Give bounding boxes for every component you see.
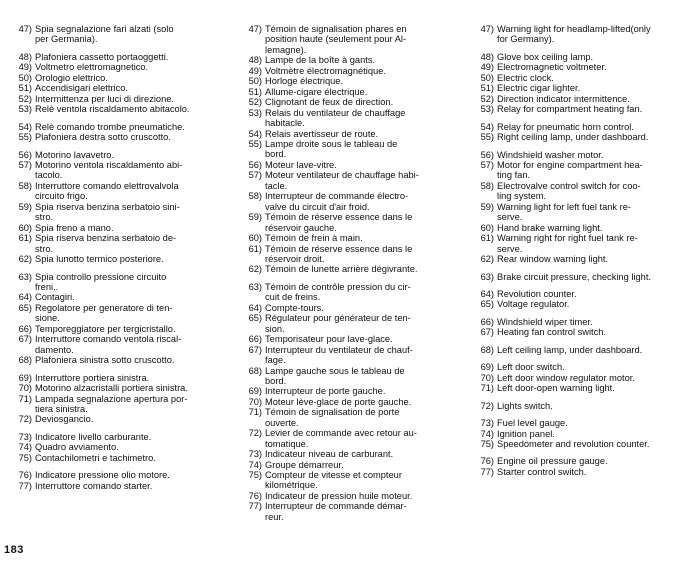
legend-entry (10, 292, 236, 302)
entry-description: Orologio elettrico. (35, 72, 108, 83)
entry-description: Spia riserva benzina serbatoio de- stro. (35, 233, 177, 254)
entry-description: Contachilometri e tachimetro. (35, 452, 156, 463)
legend-entry (472, 317, 690, 327)
entry-number: 63) (248, 281, 262, 292)
entry-number: 65) (18, 302, 32, 313)
legend-entry (240, 264, 468, 274)
entry-description: Témoin de contrôle pression du cir- cuit de freins. (265, 281, 411, 303)
entry-number: 63) (480, 271, 494, 282)
entry-description: Ignition panel. (497, 428, 555, 439)
entry-description: Relay for pneumatic horn control. (497, 121, 634, 132)
entry-description: Groupe démarreur. (265, 459, 344, 470)
entry-description: Heating fan control switch. (497, 327, 607, 338)
entry-description: Motorino alzacristalli portiera sinistra. (35, 383, 188, 394)
entry-number: 66) (480, 316, 494, 327)
legend-entry (10, 334, 236, 355)
entry-number: 52) (480, 93, 494, 104)
entry-number: 67) (480, 327, 494, 338)
entry-description: Régulateur pour générateur de ten- sion. (265, 313, 411, 334)
french-column (240, 24, 468, 522)
entry-description: Témoin de réserve essence dans le réservoir droit. (265, 243, 413, 264)
entry-number: 70) (18, 383, 32, 394)
entry-number: 50) (18, 72, 32, 83)
entry-number: 51) (480, 83, 494, 94)
entry-number: 75) (18, 452, 32, 463)
entry-number: 50) (480, 72, 494, 83)
legend-entry (240, 334, 468, 344)
entry-description: Témoin de signalisation de porte ouverte. (265, 407, 400, 428)
entry-description: Quadro avviamento. (35, 442, 119, 453)
entry-number: 67) (18, 334, 32, 345)
entry-number: 53) (248, 107, 262, 118)
entry-number: 58) (18, 180, 32, 191)
entry-description: Speedometer and revolution counter. (497, 438, 650, 449)
entry-description: Deviosgancio. (35, 414, 94, 425)
legend-entry (10, 24, 236, 45)
entry-number: 57) (18, 159, 32, 170)
entry-number: 74) (248, 459, 262, 470)
legend-entry (472, 62, 690, 72)
entry-description: Electric cigar lighter. (497, 83, 581, 94)
legend-entry (10, 453, 236, 463)
entry-description: Interruttore comando ventola riscal- damento. (35, 334, 182, 355)
entry-number: 71) (248, 407, 262, 418)
entry-number: 72) (480, 400, 494, 411)
legend-entry (472, 132, 690, 142)
entry-description: Lights switch. (497, 400, 553, 411)
entry-description: Plafoniera destra sotto cruscotto. (35, 132, 171, 143)
legend-entry (472, 467, 690, 477)
entry-number: 55) (248, 138, 262, 149)
entry-description: Indicatore livello carburante. (35, 431, 152, 442)
legend-entry (472, 383, 690, 393)
entry-description: Lampe gauche sous le tableau de bord. (265, 365, 405, 386)
entry-description: Accendisigari elettrico. (35, 83, 129, 94)
entry-number: 55) (480, 132, 494, 143)
legend-entry (240, 386, 468, 396)
entry-description: Voltmetro elettromagnetico. (35, 62, 149, 73)
entry-description: Temporisateur pour lave-glace. (265, 334, 393, 345)
entry-number: 54) (18, 121, 32, 132)
entry-description: Motor for engine compartment hea- ting fan. (497, 159, 643, 181)
entry-number: 53) (480, 104, 494, 115)
entry-number: 60) (18, 222, 32, 233)
legend-entry (10, 62, 236, 72)
entry-description: Interrupteur de porte gauche. (265, 386, 386, 397)
legend-entry (240, 87, 468, 97)
entry-number: 68) (480, 344, 494, 355)
legend-entry (240, 313, 468, 334)
entry-description: Intermittenza per luci di direzione. (35, 93, 175, 104)
legend-entry (472, 150, 690, 160)
legend-entry (240, 76, 468, 86)
entry-description: Windshield wiper timer. (497, 316, 593, 327)
entry-description: Indicateur de pression huile moteur. (265, 490, 413, 501)
entry-description: Contagiri. (35, 292, 75, 303)
entry-number: 76) (18, 470, 32, 481)
entry-description: Indicatore pressione olio motore. (35, 470, 170, 481)
legend-entry (240, 449, 468, 459)
entry-description: Motorino ventola riscaldamento abi- tacolo. (35, 159, 183, 181)
entry-description: Moteur lave-vitre. (265, 159, 337, 170)
italian-column (10, 24, 236, 491)
page-number: 183 (4, 544, 24, 556)
entry-description: Electric clock. (497, 72, 554, 83)
legend-entry (240, 191, 468, 212)
legend-entry (472, 83, 690, 93)
entry-number: 61) (18, 233, 32, 244)
entry-number: 73) (18, 431, 32, 442)
entry-description: Spia freno a mano. (35, 222, 114, 233)
entry-description: Brake circuit pressure, checking light. (497, 271, 651, 282)
entry-number: 64) (248, 302, 262, 313)
entry-description: Direction indicator intermittence. (497, 93, 630, 104)
legend-entry (472, 362, 690, 372)
legend-entry (10, 373, 236, 383)
entry-description: Interrupteur du ventilateur de chauf- fage. (265, 344, 413, 366)
entry-description: Spia riserva benzina serbatoio sini- stro. (35, 201, 180, 223)
legend-entry (10, 470, 236, 480)
legend-entry (10, 83, 236, 93)
legend-entry (10, 150, 236, 160)
entry-number: 77) (248, 501, 262, 512)
legend-entry (240, 345, 468, 366)
entry-number: 60) (480, 222, 494, 233)
legend-entry (472, 418, 690, 428)
entry-description: Relè comando trombe pneumatiche. (35, 121, 185, 132)
entry-number: 56) (18, 149, 32, 160)
legend-entry (240, 129, 468, 139)
legend-entry (10, 272, 236, 293)
entry-number: 68) (18, 355, 32, 366)
entry-description: Allume-cigare électrique. (265, 86, 368, 97)
legend-entry (472, 327, 690, 337)
legend-entry (10, 303, 236, 324)
entry-description: Warning light for left fuel tank re- serve. (497, 201, 632, 223)
legend-entry (240, 366, 468, 387)
legend-entry (472, 24, 690, 45)
legend-entry (10, 104, 236, 114)
entry-description: Lampe de la boîte à gants. (265, 55, 376, 66)
legend-entry (240, 470, 468, 491)
entry-number: 65) (480, 299, 494, 310)
entry-description: Relè ventola riscaldamento abitacolo. (35, 104, 190, 115)
legend-entry (472, 73, 690, 83)
legend-entry (240, 428, 468, 449)
entry-number: 66) (18, 323, 32, 334)
legend-entry (10, 324, 236, 334)
legend-entry (10, 132, 236, 142)
entry-number: 52) (18, 93, 32, 104)
entry-number: 73) (248, 449, 262, 460)
entry-description: Témoin de lunette arrière dégivrante. (265, 264, 418, 275)
legend-entry (240, 460, 468, 470)
entry-number: 49) (248, 65, 262, 76)
entry-description: Spia segnalazione fari alzati (solo per Germania). (35, 24, 174, 45)
entry-description: Electromagnetic voltmeter. (497, 62, 607, 73)
entry-number: 64) (480, 288, 494, 299)
entry-number: 65) (248, 313, 262, 324)
entry-description: Glove box ceiling lamp. (497, 51, 594, 62)
entry-number: 61) (248, 243, 262, 254)
entry-description: Lampe droite sous le tableau de bord. (265, 138, 398, 160)
entry-number: 76) (480, 456, 494, 467)
entry-description: Rear window warning light. (497, 254, 609, 265)
entry-description: Voltage regulator. (497, 299, 570, 310)
legend-entry (472, 373, 690, 383)
entry-description: Interruttore comando elettrovalvola circuito frigo. (35, 180, 179, 202)
legend-entry (10, 432, 236, 442)
legend-entry (472, 439, 690, 449)
entry-number: 70) (480, 372, 494, 383)
entry-number: 76) (248, 490, 262, 501)
entry-description: Voltmètre électromagnétique. (265, 65, 386, 76)
entry-description: Interruttore portiera sinistra. (35, 372, 150, 383)
entry-description: Horloge électrique. (265, 76, 344, 87)
entry-number: 49) (480, 62, 494, 73)
entry-description: Warning right for right fuel tank re- serve. (497, 233, 638, 254)
entry-number: 55) (18, 132, 32, 143)
entry-number: 74) (18, 442, 32, 453)
legend-entry (240, 24, 468, 55)
entry-number: 77) (480, 466, 494, 477)
legend-entry (10, 442, 236, 452)
legend-entry (472, 401, 690, 411)
entry-number: 48) (480, 51, 494, 62)
entry-number: 56) (248, 159, 262, 170)
entry-number: 58) (248, 191, 262, 202)
entry-description: Right ceiling lamp, under dashboard. (497, 132, 649, 143)
entry-number: 67) (248, 344, 262, 355)
legend-entry (240, 108, 468, 129)
entry-description: Left door-open warning light. (497, 383, 615, 394)
entry-description: Motorino lavavetro. (35, 149, 115, 160)
entry-description: Relais avertisseur de route. (265, 128, 379, 139)
entry-number: 58) (480, 180, 494, 191)
legend-entry (240, 160, 468, 170)
legend-entry (472, 202, 690, 223)
entry-description: Interrupteur de commande électro- valve du circuit d'air froid. (265, 191, 409, 212)
legend-entry (240, 233, 468, 243)
entry-number: 49) (18, 62, 32, 73)
legend-entry (10, 414, 236, 424)
legend-entry (472, 160, 690, 181)
entry-description: Témoin de signalisation phares en position haute (seulement pour Al- lemagne). (265, 24, 407, 55)
entry-number: 75) (480, 438, 494, 449)
entry-number: 53) (18, 104, 32, 115)
entry-description: Témoin de frein à main. (265, 233, 363, 244)
legend-entry (240, 244, 468, 265)
entry-number: 62) (18, 254, 32, 265)
entry-description: Plafoniera sinistra sotto cruscotto. (35, 355, 175, 366)
legend-entry (240, 397, 468, 407)
legend-entry (10, 223, 236, 233)
entry-description: Témoin de réserve essence dans le réservoir gauche. (265, 212, 413, 233)
entry-number: 48) (248, 55, 262, 66)
legend-entry (240, 303, 468, 313)
legend-entry (10, 355, 236, 365)
entry-number: 48) (18, 51, 32, 62)
legend-entry (472, 272, 690, 282)
entry-number: 47) (248, 24, 262, 34)
legend-entry (10, 202, 236, 223)
legend-entry (240, 66, 468, 76)
legend-entry (472, 456, 690, 466)
entry-description: Lampada segnalazione apertura por- tiera sinistra. (35, 393, 188, 414)
entry-description: Temporeggiatore per tergicristallo. (35, 323, 176, 334)
entry-description: Starter control switch. (497, 466, 587, 477)
entry-description: Clignotant de feux de direction. (265, 97, 394, 108)
legend-entry (240, 491, 468, 501)
legend-entry (240, 170, 468, 191)
entry-description: Left door window regulator motor. (497, 372, 635, 383)
english-column (472, 24, 690, 477)
entry-number: 56) (480, 149, 494, 160)
entry-description: Moteur lève-glace de porte gauche. (265, 396, 412, 407)
entry-number: 59) (18, 201, 32, 212)
entry-number: 47) (18, 24, 32, 34)
entry-number: 50) (248, 76, 262, 87)
entry-number: 54) (480, 121, 494, 132)
legend-entry (10, 233, 236, 254)
entry-number: 72) (248, 428, 262, 439)
legend-entry (10, 52, 236, 62)
legend-entry (472, 289, 690, 299)
legend-entry (10, 160, 236, 181)
entry-number: 77) (18, 480, 32, 491)
entry-number: 72) (18, 414, 32, 425)
legend-entry (10, 254, 236, 264)
legend-entry (472, 254, 690, 264)
entry-description: Revolution counter. (497, 288, 577, 299)
entry-number: 60) (248, 233, 262, 244)
entry-number: 51) (248, 86, 262, 97)
entry-number: 66) (248, 334, 262, 345)
entry-description: Spia controllo pressione circuito freni.. (35, 271, 167, 292)
legend-entry (10, 394, 236, 415)
entry-description: Left door switch. (497, 362, 565, 373)
entry-number: 74) (480, 428, 494, 439)
entry-description: Fuel level gauge. (497, 418, 568, 429)
legend-entry (10, 73, 236, 83)
legend-entry (472, 122, 690, 132)
entry-description: Left ceiling lamp, under dashboard. (497, 344, 643, 355)
legend-entry (472, 52, 690, 62)
entry-number: 62) (480, 254, 494, 265)
entry-number: 57) (248, 170, 262, 181)
entry-number: 68) (248, 365, 262, 376)
entry-number: 47) (480, 24, 494, 34)
entry-number: 62) (248, 264, 262, 275)
entry-number: 52) (248, 97, 262, 108)
legend-entry (10, 122, 236, 132)
entry-number: 73) (480, 418, 494, 429)
legend-entry (472, 104, 690, 114)
entry-description: Warning light for headlamp-lifted(only for Germany). (497, 24, 651, 45)
legend-entry (10, 481, 236, 491)
legend-entry (240, 501, 468, 522)
entry-number: 69) (18, 372, 32, 383)
legend-entry (10, 181, 236, 202)
legend-entry (240, 407, 468, 428)
entry-number: 54) (248, 128, 262, 139)
legend-entry (472, 233, 690, 254)
legend-entry (240, 97, 468, 107)
entry-description: Hand brake warning light. (497, 222, 603, 233)
entry-description: Relay for compartment heating fan. (497, 104, 643, 115)
legend-entry (240, 139, 468, 160)
entry-description: Interrupteur de commande démar- reur. (265, 501, 407, 522)
legend-entry (240, 282, 468, 303)
legend-entry (472, 429, 690, 439)
entry-description: Compteur de vitesse et compteur kilométrique. (265, 470, 402, 491)
entry-number: 71) (18, 393, 32, 404)
entry-number: 63) (18, 271, 32, 282)
entry-number: 70) (248, 396, 262, 407)
legend-entry (10, 383, 236, 393)
legend-entry (472, 181, 690, 202)
legend-entry (472, 299, 690, 309)
entry-number: 69) (248, 386, 262, 397)
legend-entry (240, 212, 468, 233)
entry-number: 69) (480, 362, 494, 373)
entry-number: 64) (18, 292, 32, 303)
entry-description: Interruttore comando starter. (35, 480, 153, 491)
entry-description: Electrovalve control switch for coo- ling system. (497, 180, 641, 202)
entry-description: Compte-tours. (265, 302, 324, 313)
entry-description: Spia lunotto termico posteriore. (35, 254, 164, 265)
entry-number: 59) (248, 212, 262, 223)
legend-entry (240, 55, 468, 65)
entry-number: 51) (18, 83, 32, 94)
entry-description: Plafoniera cassetto portaoggetti. (35, 51, 169, 62)
entry-number: 71) (480, 383, 494, 394)
entry-description: Windshield washer motor. (497, 149, 604, 160)
entry-description: Moteur ventilateur de chauffage habi- tacle. (265, 170, 419, 191)
entry-description: Relais du ventilateur de chauffage habitacle. (265, 107, 406, 129)
legend-entry (10, 94, 236, 104)
entry-number: 61) (480, 233, 494, 244)
entry-description: Levier de commande avec retour au- tomatique. (265, 428, 417, 449)
legend-entry (472, 223, 690, 233)
legend-entry (472, 345, 690, 355)
entry-number: 75) (248, 470, 262, 481)
legend-entry (472, 94, 690, 104)
entry-description: Indicateur niveau de carburant. (265, 449, 394, 460)
entry-number: 59) (480, 201, 494, 212)
entry-description: Regolatore per generatore di ten- sione. (35, 302, 173, 324)
entry-description: Engine oil pressure gauge. (497, 456, 608, 467)
entry-number: 57) (480, 159, 494, 170)
